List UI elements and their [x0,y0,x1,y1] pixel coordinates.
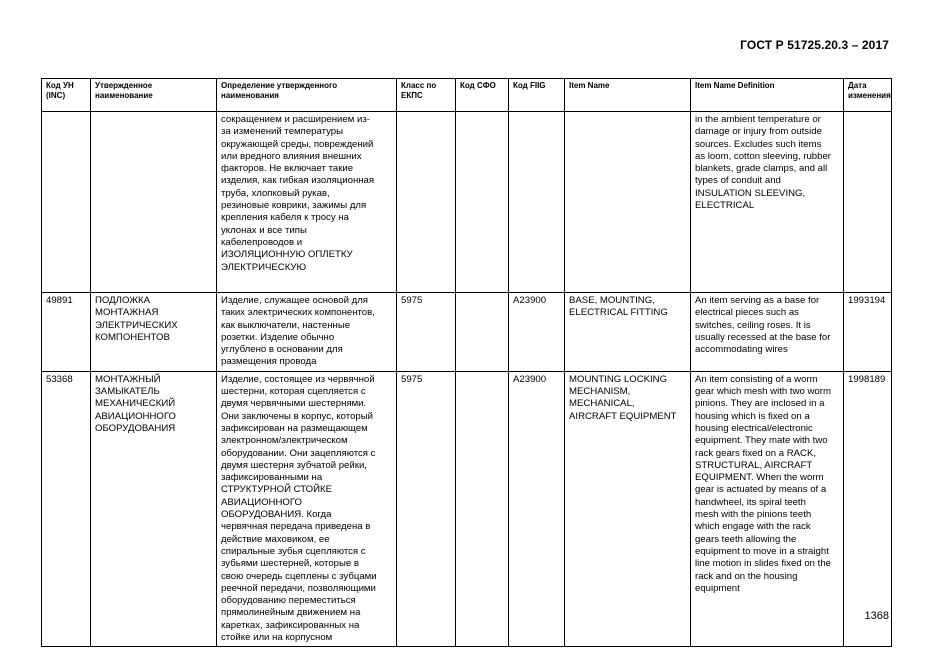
cell-approved-name: МОНТАЖНЫЙ ЗАМЫКАТЕЛЬ МЕХАНИЧЕСКИЙ АВИАЦИОННОГО ОБОРУДОВАНИЯ [91,371,217,647]
table-header-row [42,79,892,112]
cell-fiig-code: A23900 [509,293,565,372]
cell-approved-name [91,112,217,293]
cell-definition: Изделие, состоящее из червячной шестерни, которая сцепляется с двумя червячными шестернями. Они заключены в корпус, который зафиксирован на размещающем электронном/электрическом оборудовании. Они зацепляются с двумя шестерня зубчатой рейки, зафиксированными на СТРУКТУРНОЙ СТОЙКЕ АВИАЦИОННОГО ОБОРУДОВАНИЯ. Когда червячная передача приведена в действие маховиком, ее спиральные зубья сцепляются с зубьями шестерней, которые в свою очередь сцеплены с зубцами реечной передачи, позволяющими оборудованию переместиться прямолинейным движением на каретках, зафиксированных на стойке или на корпусном [217,371,397,647]
cell-sfo-code [456,112,509,293]
cell-sfo-code [456,293,509,372]
column-header-inc-code: Код УН (INC) [42,79,91,112]
nomenclature-table [41,78,892,647]
cell-approved-name: ПОДЛОЖКА МОНТАЖНАЯ ЭЛЕКТРИЧЕСКИХ КОМПОНЕНТОВ [91,293,217,372]
column-header-approved-name: Утвержденное наименование [91,79,217,112]
cell-change-date: 1993194 [844,293,892,372]
column-header-definition: Определение утвержденного наименования [217,79,397,112]
cell-inc-code: 49891 [42,293,91,372]
cell-item-name: BASE, MOUNTING, ELECTRICAL FITTING [565,293,691,372]
column-header-item-name-definition: Item Name Definition [691,79,844,112]
cell-change-date: 1998189 [844,371,892,647]
column-header-item-name: Item Name [565,79,691,112]
cell-class: 5975 [397,293,456,372]
column-header-fiig-code: Код FIIG [509,79,565,112]
cell-change-date [844,112,892,293]
column-header-class: Класс по ЕКПС [397,79,456,112]
cell-item-name-definition: An item serving as a base for electrical pieces such as switches, ceiling roses. It is usually recessed at the base for accommodating wires [691,293,844,372]
table-row [42,293,892,372]
cell-definition: сокращением и расширением из- за изменений температуры окружающей среды, повреждений или вредного влияния внешних факторов. Не включает такие изделия, как гибкая изоляционная труба, хлопковый рукав, резиновые коврики, зажимы для крепления кабеля к тросу на уклонах и все типы кабелепроводов и ИЗОЛЯЦИОННУЮ ОПЛЕТКУ ЭЛЕКТРИЧЕСКУЮ [217,112,397,293]
cell-inc-code [42,112,91,293]
cell-item-name-definition: in the ambient temperature or damage or injury from outside sources. Excludes such items as loom, cotton sleeving, rubber blankets, grade clamps, and all types of conduit and INSULATION SLEEVING, ELECTRICAL [691,112,844,293]
document-header: ГОСТ Р 51725.20.3 – 2017 [740,38,889,52]
column-header-sfo-code: Код СФО [456,79,509,112]
cell-class [397,112,456,293]
cell-fiig-code: A23900 [509,371,565,647]
cell-item-name [565,112,691,293]
page-number: 1368 [864,610,889,622]
cell-class: 5975 [397,371,456,647]
cell-definition: Изделие, служащее основой для таких электрических компонентов, как выключатели, настенные розетки. Изделие обычно углублено в основании для размещения провода [217,293,397,372]
table-row [42,371,892,647]
cell-item-name: MOUNTING LOCKING MECHANISM, MECHANICAL, AIRCRAFT EQUIPMENT [565,371,691,647]
table-row [42,112,892,293]
cell-inc-code: 53368 [42,371,91,647]
cell-sfo-code [456,371,509,647]
cell-item-name-definition: An item consisting of a worm gear which mesh with two worm pinions. They are inclosed in a housing which is fixed on a housing electrical/electronic equipment. They mate with two rack gears fixed on a RACK, STRUCTURAL, AIRCRAFT EQUIPMENT. When the worm gear is actuated by means of a handwheel, its spiral teeth mesh with the pinions teeth which engage with the rack gears teeth allowing the equipment to move in a straight line motion in slides fixed on the rack and on the housing equipment [691,371,844,647]
cell-fiig-code [509,112,565,293]
column-header-change-date: Дата изменения [844,79,892,112]
